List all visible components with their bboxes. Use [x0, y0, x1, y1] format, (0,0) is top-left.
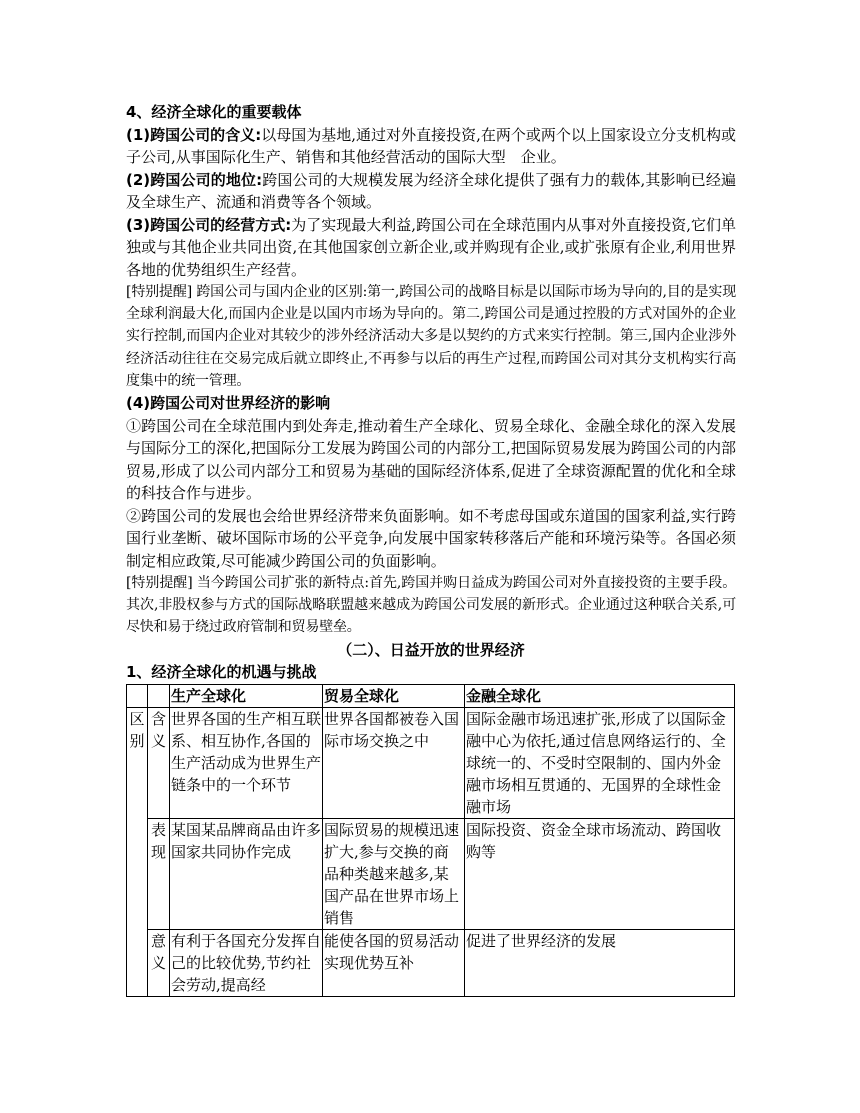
- status-text: 跨国公司的大规模发展为经济全球化提供了强有力的载体,其影响已经遍及全球生产、流通和消费等各个领域。: [126, 170, 736, 211]
- row-label: 含义: [148, 707, 170, 818]
- table-header-cell: 贸易全球化: [323, 684, 465, 707]
- table-cell: 国际金融市场迅速扩张,形成了以国际金融中心为依托,通过信息网络运行的、全球统一的、不受时空限制的、国内外金融市场相互贯通的、无国界的全球性金融市场: [465, 707, 735, 818]
- status-label: (2)跨国公司的地位:: [126, 170, 263, 189]
- table-header-cell: 生产全球化: [170, 684, 323, 707]
- table-header-row: [127, 684, 735, 707]
- row-label: 表现: [148, 818, 170, 929]
- table-cell-text: 有利于各国充分发挥自己的比较优势,节约社会劳动,提高经: [171, 931, 321, 994]
- paragraph-definition: [126, 124, 736, 169]
- section-title: （二）、日益开放的世界经济: [337, 640, 525, 659]
- table-cell: 某国某品牌商品由许多国家共同协作完成: [170, 818, 323, 929]
- section-heading-4: 4、经济全球化的重要载体: [126, 103, 302, 121]
- influence-point-2: ②跨国公司的发展也会给世界经济带来负面影响。如不考虑母国或东道国的国家利益,实行跨国行业垄断、破坏国际市场的公平竞争,向发展中国家转移落后产能和环境污染等。各国必须制定相应政策,尽可能减少跨国公司的负面影响。: [126, 506, 736, 570]
- globalization-table: [126, 684, 735, 997]
- table-cell: 国际投资、资金全球市场流动、跨国收购等: [465, 818, 735, 929]
- paragraph-operation: [126, 214, 736, 282]
- table-cell: 促进了世界经济的发展: [465, 929, 735, 996]
- table-row: [127, 818, 735, 929]
- special-note-2: [特别提醒] 当今跨国公司扩张的新特点:首先,跨国并购日益成为跨国公司对外直接投资的主要手段。其次,非股权参与方式的国际战略联盟越来越成为跨国公司发展的新形式。企业通过这种联合关系,可尽快和易于绕过政府管制和贸易壁垒。: [126, 575, 736, 636]
- table-row: [127, 707, 735, 818]
- definition-label: (1)跨国公司的含义:: [126, 125, 262, 144]
- table-cell: 世界各国都被卷入国际市场交换之中: [323, 707, 465, 818]
- row-group-label: 区别: [127, 707, 148, 996]
- table-cell: [170, 929, 323, 996]
- influence-point-1: ①跨国公司在全球范围内到处奔走,推动着生产全球化、贸易全球化、金融全球化的深入发展与国际分工的深化,把国际分工发展为跨国公司的内部分工,把国际贸易发展为跨国公司的内部贸易,形成了以公司内部分工和贸易为基础的国际经济体系,促进了全球资源配置的优化和全球的科技合作与进步。: [126, 416, 736, 503]
- paragraph-status: [126, 169, 736, 214]
- table-header-empty: [148, 684, 170, 707]
- definition-text: 以母国为基地,通过对外直接投资,在两个或两个以上国家设立分支机构或子公司,从事国际化生产、销售和其他经营活动的国际大型 企业。: [126, 125, 736, 166]
- table-row: [127, 929, 735, 996]
- operation-text: 为了实现最大利益,跨国公司在全球范围内从事对外直接投资,它们单独或与其他企业共同出资,在其他国家创立新企业,或并购现有企业,或扩张原有企业,利用世界各地的优势组织生产经营。: [126, 215, 736, 279]
- operation-label: (3)跨国公司的经营方式:: [126, 215, 292, 234]
- table-cell: 世界各国的生产相互联系、相互协作,各国的生产活动成为世界生产链条中的一个环节: [170, 707, 323, 818]
- special-note-1: [特别提醒] 跨国公司与国内企业的区别:第一,跨国公司的战略目标是以国际市场为导向的,目的是实现全球利润最大化,而国内企业是以国内市场为导向的。第二,跨国公司是通过控股的方式对国外的企业实行控制,而国内企业对其较少的涉外经济活动大多是以契约的方式来实行控制。第三,国内企业涉外经济活动往往在交易完成后就立即终止,不再参与以后的再生产过程,而跨国公司对其分支机构实行高度集中的统一管理。: [126, 284, 736, 389]
- subsection-heading-1: 1、经济全球化的机遇与挑战: [126, 663, 317, 682]
- row-label: 意义: [148, 929, 170, 996]
- document-page: [126, 101, 736, 997]
- table-header-cell: 金融全球化: [465, 684, 735, 707]
- table-cell: 能使各国的贸易活动实现优势互补: [323, 929, 465, 996]
- influence-heading: (4)跨国公司对世界经济的影响: [126, 394, 331, 413]
- table-header-empty: [127, 684, 148, 707]
- table-cell: 国际贸易的规模迅速扩大,参与交换的商品种类越来越多,某国产品在世界市场上销售: [323, 818, 465, 929]
